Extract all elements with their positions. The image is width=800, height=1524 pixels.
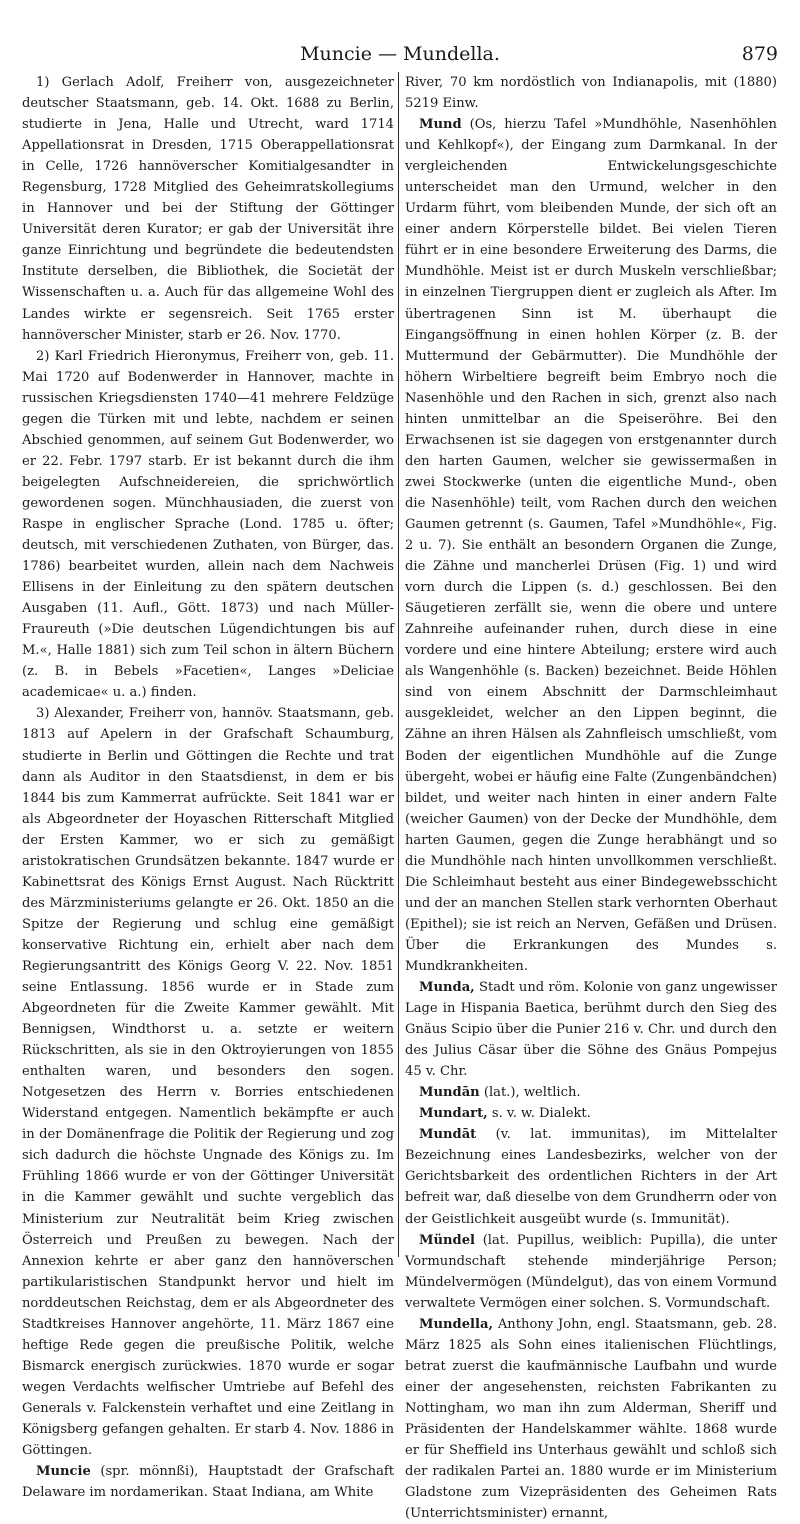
paragraph bbox=[405, 1124, 777, 1229]
headword: Muncie bbox=[36, 1464, 91, 1480]
paragraph-text: (Os, hierzu Tafel »Mundhöhle, Nasenhöhlen und Kehlkopf«), der Eingang zum Darmkanal. In der vergleichenden Entwickelungsgeschichte unterscheidet man den Urmund, welcher in den Urdarm führt, vom bleibenden Munde, der sich oft an einer andern Körperstelle bildet. Bei vielen Tieren führt er in eine besondere Erweiterung des Darms, die Mundhöhle. Meist ist er durch Muskeln verschließbar; in einzelnen Tiergruppen dient er zugleich als After. Im übertragenen Sinn ist M. überhaupt die Eingangsöffnung in einen hohlen Körper (z. B. der Muttermund der Gebärmutter). Die Mundhöhle der höhern Wirbeltiere begreift beim Embryo noch die Nasenhöhle und den Rachen in sich, grenzt also nach hinten unmittelbar an die Speiseröhre. Bei den Erwachsenen ist sie dagegen von erstgenannter durch den harten Gaumen, welcher sie gewissermaßen in zwei Stockwerke (unten die eigentliche Mund-, oben die Nasenhöhle) teilt, vom Rachen durch den weichen Gaumen getrennt (s. Gaumen, Tafel »Mundhöhle«, Fig. 2 u. 7). Sie enthält an besondern Organen die Zunge, die Zähne und mancherlei Drüsen (Fig. 1) und wird vorn durch die Lippen (s. d.) geschlossen. Bei den Säugetieren zerfällt sie, wenn die obere und untere Zahnreihe aufeinander ruhen, durch diese in eine vordere und eine hintere Abteilung; erstere wird auch als Wangenhöhle (s. Backen) bezeichnet. Beide Höhlen sind von einem Abschnitt der Darmschleimhaut ausgekleidet, welcher an den Lippen beginnt, die Zähne an ihren Hälsen als Zahnfleisch umschließt, vom Boden der eigentlichen Mundhöhle auf die Zunge übergeht, wobei er häufig eine Falte (Zungenbändchen) bildet, und weiter nach hinten in einer andern Falte (weicher Gaumen) von der Decke der Mundhöhle, dem harten Gaumen, gegen die Zunge herabhängt und so die Mundhöhle nach hinten unvollkommen verschließt. Die Schleimhaut besteht aus einer Bindegewebsschicht und der an manchen Stellen stark verhornten Oberhaut (Epithel); sie ist reich an Nerven, Gefäßen und Drüsen. Über die Erkrankungen des Mundes s. Mundkrankheiten. bbox=[405, 117, 778, 974]
paragraph bbox=[22, 346, 394, 704]
paragraph-text: (lat.), weltlich. bbox=[479, 1085, 581, 1101]
paragraph-text: (spr. mönnßi), Hauptstadt der Grafschaft Delaware im nordamerikan. Staat Indiana, am White bbox=[22, 1464, 394, 1501]
headword: Mündel bbox=[419, 1232, 475, 1248]
paragraph bbox=[22, 72, 394, 346]
left-column bbox=[22, 72, 394, 1501]
paragraph bbox=[405, 72, 777, 114]
headword: Mundāt bbox=[419, 1127, 477, 1143]
paragraph-text: Anthony John, engl. Staatsmann, geb. 28. März 1825 als Sohn eines italienischen Flüchtlings, betrat zuerst die kaufmännische Laufbahn und wurde einer der angesehensten, reichsten Fabrikanten zu Nottingham, wo man ihn zum Alderman, Sheriff und Präsidenten der Handelskammer wählte. 1868 wurde er für Sheffield ins Unterhaus gewählt und schloß sich der radikalen Partei an. 1880 wurde er im Ministerium Gladstone zum Vizepräsidenten des Geheimen Rats (Unterrichtsminister) ernannt, bbox=[405, 1316, 777, 1522]
paragraph-text: 2) Karl Friedrich Hieronymus, Freiherr von, geb. 11. Mai 1720 auf Bodenwerder in Hannover, machte in russischen Kriegsdiensten 1740—41 mehrere Feldzüge gegen die Türken mit und lebte, nachdem er seinen Abschied genommen, auf seinem Gut Bodenwerder, wo er 22. Febr. 1797 starb. Er ist bekannt durch die ihm beigelegten Aufschneidereien, die sprichwörtlich gewordenen sogen. Münchhausiaden, die zuerst von Raspe in englischer Sprache (Lond. 1785 u. öfter; deutsch, mit verschiedenen Zuthaten, von Bürger, das. 1786) bearbeitet wurden, allein nach dem Nachweis Ellisens in der Einleitung zu den spätern deutschen Ausgaben (11. Aufl., Gött. 1873) und nach Müller-Fraureuth (»Die deutschen Lügendichtungen bis auf M.«, Halle 1881) sich zum Teil schon in ältern Büchern (z. B. in Bebels »Facetien«, Langes »Deliciae academicae« u. a.) finden. bbox=[22, 348, 394, 701]
paragraph-text: s. v. w. Dialekt. bbox=[487, 1106, 591, 1122]
paragraph-text: (lat. Pupillus, weiblich: Pupilla), die unter Vormundschaft stehende minderjährige Person; Mündelvermögen (Mündelgut), das von einem Vormund verwaltete Vermögen einer solchen. S. Vormundschaft. bbox=[405, 1232, 777, 1311]
page-number: 879 bbox=[741, 43, 778, 65]
paragraph bbox=[405, 114, 777, 977]
headword: Mund bbox=[419, 117, 462, 133]
headword: Mundart, bbox=[419, 1106, 488, 1122]
headword: Mundella, bbox=[419, 1316, 494, 1332]
paragraph bbox=[22, 1461, 394, 1503]
paragraph-text: 1) Gerlach Adolf, Freiherr von, ausgezeichneter deutscher Staatsmann, geb. 14. Okt. 1688 zu Berlin, studierte in Jena, Halle und Utrecht, ward 1714 Appellationsrat in Dresden, 1715 Oberappellationsrat in Celle, 1726 hannöverscher Komitialgesandter in Regensburg, 1728 Mitglied des Geheimratskollegiums in Hannover und bei der Stiftung der Göttinger Universität deren Kurator; er gab der Universität ihre ganze Einrichtung und begründete die bedeutendsten Institute derselben, die Bibliothek, die Societät der Wissenschaften u. a. Auch für das allgemeine Wohl des Landes wirkte er segensreich. Seit 1765 erster hannöverscher Minister, starb er 26. Nov. 1770. bbox=[22, 75, 394, 343]
headword: Mundān bbox=[419, 1085, 480, 1101]
paragraph bbox=[405, 977, 777, 1082]
paragraph-text: 3) Alexander, Freiherr von, hannöv. Staatsmann, geb. 1813 auf Apelern in der Grafschaft Schaumburg, studierte in Berlin und Göttingen die Rechte und trat dann als Auditor in den Staatsdienst, in dem er bis 1844 bis zum Kammerrat aufrückte. Seit 1841 war er als Abgeordneter der Hoyaschen Ritterschaft Mitglied der Ersten Kammer, wo er sich zu gemäßigt aristokratischen Grundsätzen bekannte. 1847 wurde er Kabinettsrat des Königs Ernst August. Nach Rücktritt des Märzministeriums gelangte er 26. Okt. 1850 an die Spitze der Regierung und schlug eine gemäßigt konservative Richtung ein, erhielt aber nach dem Regierungsantritt des Königs Georg V. 22. Nov. 1851 seine Entlassung. 1856 wurde er in Stade zum Abgeordneten für die Zweite Kammer gewählt. Mit Bennigsen, Windthorst u. a. setzte er weitern Rückschritten, als sie in den Oktroyierungen von 1855 enthalten waren, und besonders den sogen. Notgesetzen des Herrn v. Borries entschiedenen Widerstand entgegen. Namentlich bekämpfte er auch in der Domänenfrage die Politik der Regierung und zog sich dadurch die höchste Ungnade des Königs zu. Im Frühling 1866 wurde er von der Göttinger Universität in die Kammer gewählt und suchte vergeblich das Ministerium zur Neutralität beim Krieg zwischen Österreich und Preußen zu bewegen. Nach der Annexion kehrte er aber ganz den hannöverschen partikularistischen Standpunkt hervor und hielt im norddeutschen Reichstag, dem er als Abgeordneter des Stadtkreises Hannover angehörte, 11. März 1867 eine heftige Rede gegen die preußische Politik, welche Bismarck energisch zurückwies. 1870 wurde er sogar wegen Verdachts welfischer Umtriebe auf Befehl des Generals v. Falckenstein verhaftet und eine Zeitlang in Königsberg gefangen gehalten. Er starb 4. Nov. 1886 in Göttingen. bbox=[22, 706, 394, 1459]
page-header-title: Muncie — Mundella. bbox=[300, 43, 500, 65]
paragraph bbox=[405, 1314, 777, 1524]
right-column bbox=[405, 72, 778, 1522]
paragraph bbox=[405, 1103, 777, 1124]
paragraph bbox=[22, 703, 394, 1461]
headword: Munda, bbox=[419, 980, 475, 996]
paragraph bbox=[405, 1082, 777, 1103]
column-divider bbox=[398, 72, 399, 1257]
paragraph-text: (v. lat. immunitas), im Mittelalter Bezeichnung eines Landesbezirks, welcher von der Gerichtsbarkeit des ordentlichen Richters in der Art befreit war, daß dieselbe von dem Grundherrn oder von der Geistlichkeit ausgeübt wurde (s. Immunität). bbox=[405, 1127, 777, 1227]
paragraph-text: Stadt und röm. Kolonie von ganz ungewisser Lage in Hispania Baetica, berühmt durch den Sieg des Gnäus Scipio über die Punier 216 v. Chr. und durch den des Julius Cäsar über die Söhne des Gnäus Pompejus 45 v. Chr. bbox=[405, 980, 777, 1080]
paragraph-text: River, 70 km nordöstlich von Indianapolis, mit (1880) 5219 Einw. bbox=[405, 75, 777, 112]
paragraph bbox=[405, 1230, 777, 1314]
